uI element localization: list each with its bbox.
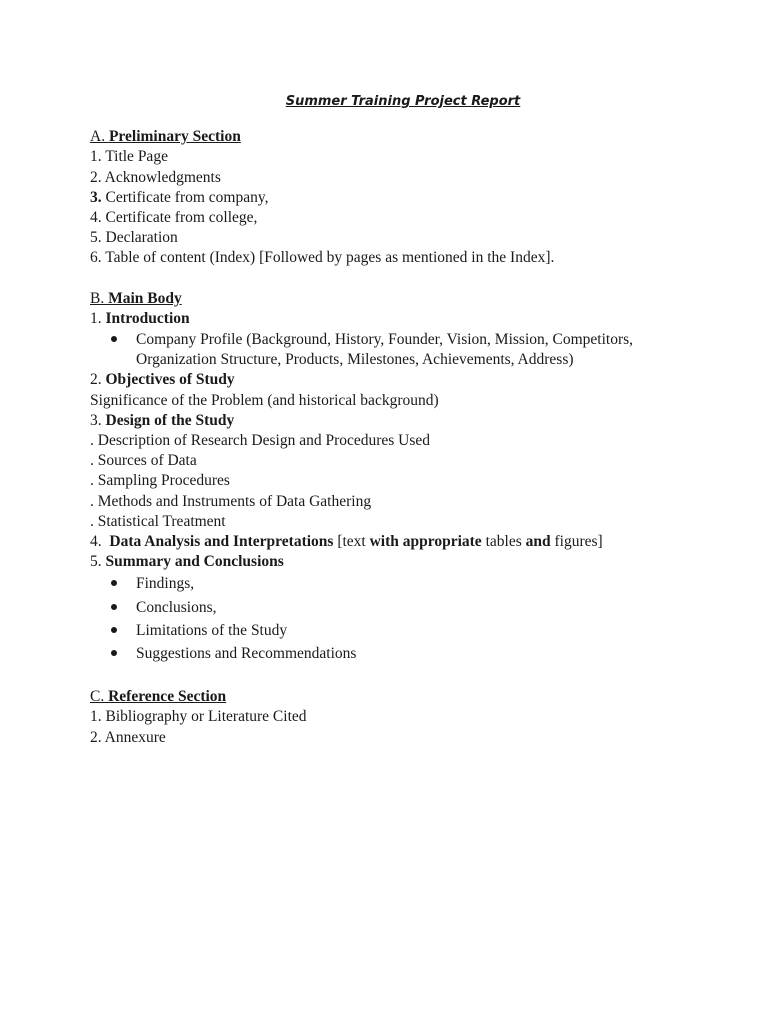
- bullet-text: Conclusions,: [136, 598, 217, 616]
- section-a-heading: [90, 127, 690, 147]
- section-a-item-company-certificate: [90, 188, 690, 208]
- analysis-text-bold: and: [525, 533, 551, 551]
- bullet-text: Limitations of the Study: [136, 621, 288, 639]
- item-heading: Objectives of Study: [105, 371, 235, 389]
- item-number: 1.: [90, 309, 106, 327]
- item-text: Declaration: [101, 229, 178, 247]
- design-item: . Methods and Instruments of Data Gathering: [90, 492, 372, 510]
- bullet-icon: [111, 604, 117, 610]
- bullet-text: Findings,: [136, 575, 195, 593]
- analysis-text: [text: [333, 533, 370, 551]
- bullet-text: Company Profile (Background, History, Founder, Vision, Mission, Competitors, Organization Structure, Products, Milestones, Achievements, Address): [136, 331, 634, 369]
- bullet-text: Suggestions and Recommendations: [136, 645, 357, 663]
- bullet-icon: [111, 336, 117, 342]
- section-a-prefix: A.: [90, 128, 109, 146]
- design-heading: [90, 411, 690, 431]
- section-c-heading: [90, 687, 690, 707]
- objectives-text: Significance of the Problem (and historical background): [90, 391, 439, 409]
- analysis-text: figures]: [550, 533, 603, 551]
- list-item: [90, 574, 690, 594]
- summary-heading: [90, 552, 690, 572]
- design-item: . Sampling Procedures: [90, 472, 230, 490]
- item-text: Certificate from college,: [101, 209, 258, 227]
- analysis-text-bold: with appropriate: [369, 533, 482, 551]
- section-c-title: Reference Section: [108, 688, 227, 706]
- section-a-item-title-page: [90, 147, 690, 167]
- item-text: Table of content (Index) [Followed by pages as mentioned in the Index].: [101, 249, 555, 267]
- section-a-item-declaration: [90, 228, 690, 248]
- summary-bullet-list: [90, 574, 690, 664]
- bullet-icon: [111, 627, 117, 633]
- introduction-bullet-list: [90, 330, 690, 370]
- item-text: Acknowledgments: [101, 168, 221, 186]
- section-c-item-bibliography: 1. Bibliography or Literature Cited: [90, 708, 307, 726]
- item-number: 2.: [90, 371, 106, 389]
- design-item: . Sources of Data: [90, 452, 197, 470]
- section-a-title: Preliminary Section: [108, 128, 241, 146]
- list-item: [90, 621, 690, 641]
- item-heading: Introduction: [105, 309, 190, 327]
- item-number: 6.: [90, 249, 102, 267]
- item-number: 3.: [90, 188, 102, 206]
- list-item: [90, 598, 690, 618]
- section-a-item-table-of-content: [90, 248, 690, 268]
- section-b-title: Main Body: [108, 289, 182, 307]
- section-a-item-college-certificate: [90, 208, 690, 228]
- bullet-icon: [111, 650, 117, 656]
- item-heading: Design of the Study: [105, 411, 235, 429]
- item-text: Title Page: [101, 148, 168, 166]
- document-page: [90, 92, 690, 748]
- section-b-heading: [90, 289, 690, 309]
- section-c-item-annexure: 2. Annexure: [90, 728, 166, 746]
- section-b-prefix: B.: [90, 289, 109, 307]
- bullet-icon: [111, 580, 117, 586]
- item-text: Certificate from company,: [101, 188, 269, 206]
- analysis-heading: [90, 532, 690, 552]
- section-c-prefix: C.: [90, 688, 109, 706]
- spacer: [90, 667, 690, 687]
- objectives-heading: [90, 370, 690, 390]
- item-number: 5.: [90, 229, 102, 247]
- item-number: 2.: [90, 168, 102, 186]
- item-number: 3.: [90, 411, 106, 429]
- item-heading: Summary and Conclusions: [105, 553, 284, 571]
- item-number: 5.: [90, 553, 106, 571]
- section-a-item-acknowledgments: [90, 168, 690, 188]
- analysis-text: tables: [481, 533, 526, 551]
- item-number: 4.: [90, 533, 110, 551]
- list-item: [90, 644, 690, 664]
- item-heading: Data Analysis and Interpretations: [109, 533, 334, 551]
- design-item: . Description of Research Design and Procedures Used: [90, 432, 431, 450]
- introduction-heading: [90, 309, 690, 329]
- item-number: 4.: [90, 209, 102, 227]
- design-item: . Statistical Treatment: [90, 512, 226, 530]
- list-item: [90, 330, 690, 370]
- spacer: [90, 269, 690, 289]
- document-title: Summer Training Project Report: [285, 94, 521, 109]
- item-number: 1.: [90, 148, 102, 166]
